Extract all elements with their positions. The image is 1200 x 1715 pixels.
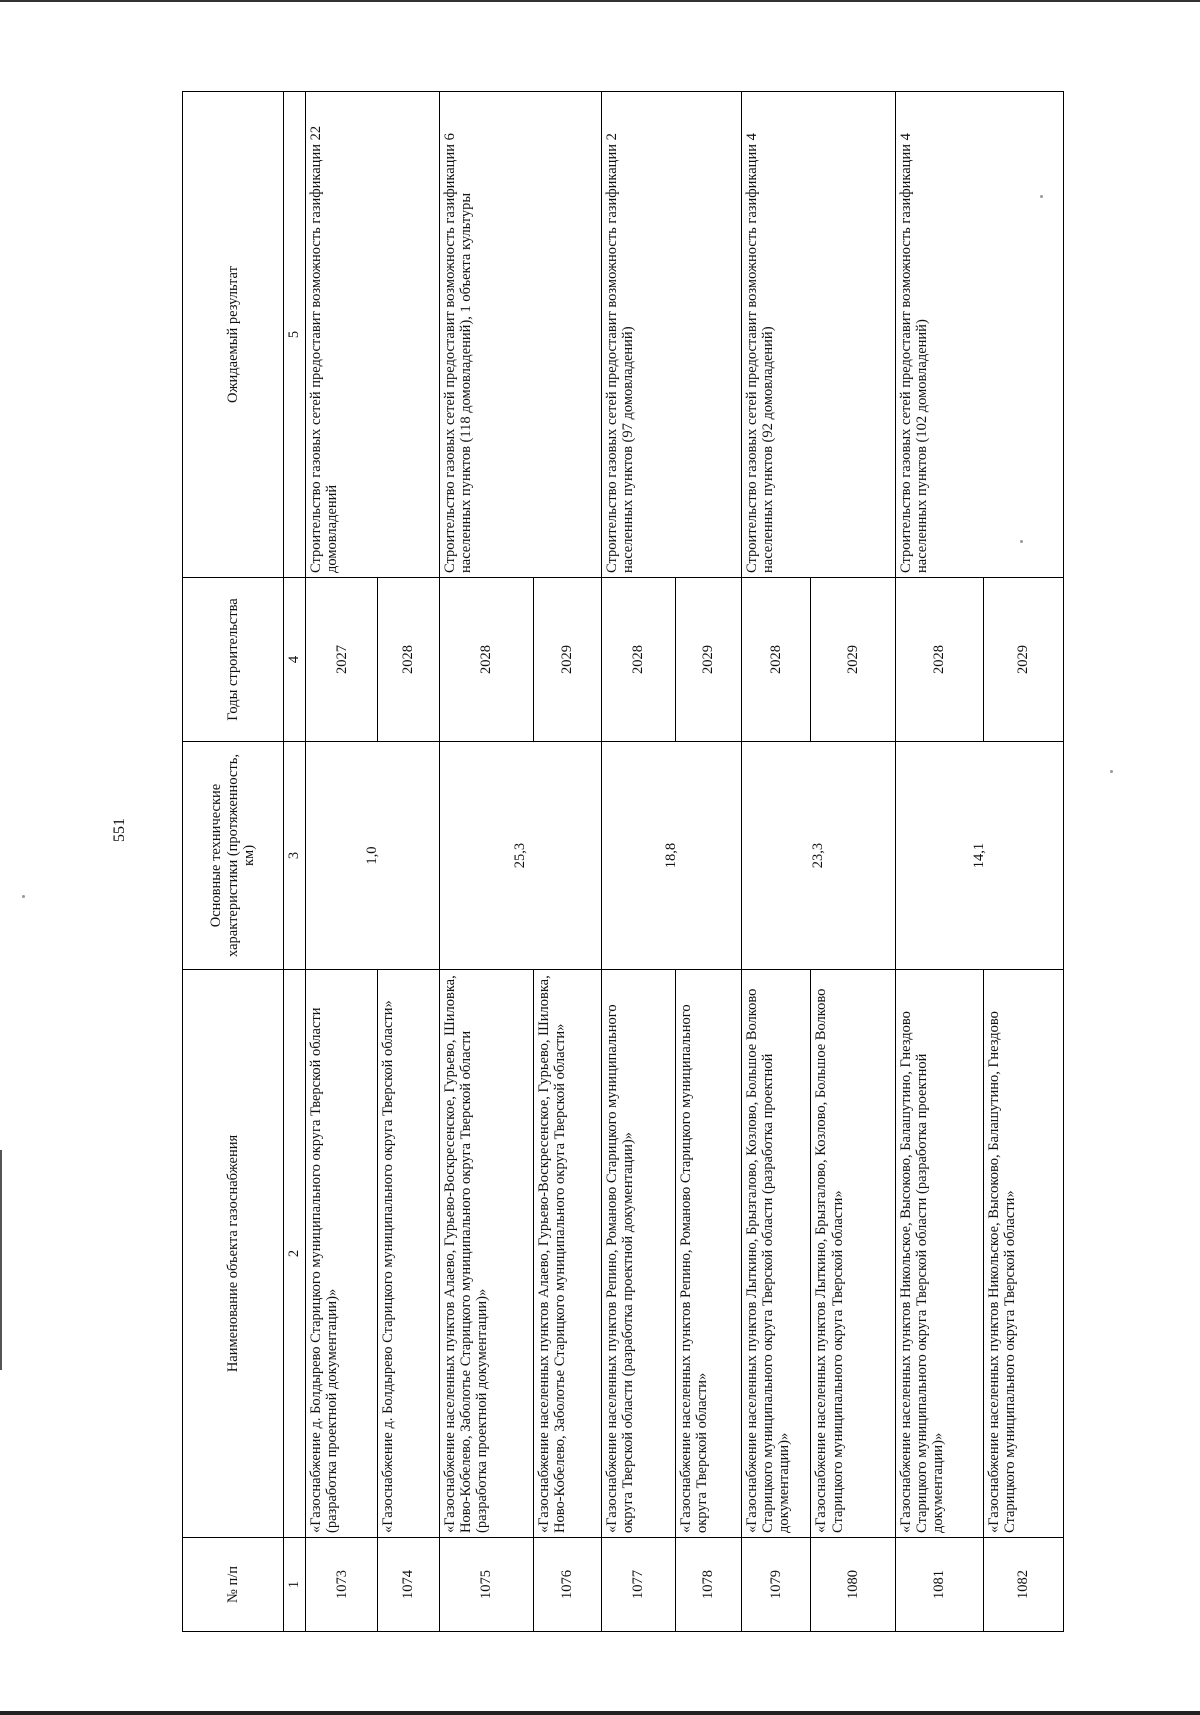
year-cell: 2029 — [811, 578, 895, 742]
year-cell: 2029 — [534, 578, 602, 742]
object-name: «Газоснабжение населенных пунктов Никольское, Высоково, Балашутино, Гнездово Старицкого муниципального округа Тверской области (разработка проектной документации)» — [895, 970, 983, 1538]
object-name: «Газоснабжение д. Болдырево Старицкого муниципального округа Тверской области (разработка проектной документации)» — [306, 970, 378, 1538]
index-cell: 5 — [283, 92, 306, 578]
row-number: 1076 — [534, 1538, 602, 1632]
object-name: «Газоснабжение населенных пунктов Лыткино, Брызгалово, Козлово, Большое Волково Старицкого муниципального округа Тверской области» — [811, 970, 895, 1538]
index-cell: 2 — [283, 970, 306, 1538]
table-row — [439, 92, 533, 1632]
header-row — [183, 92, 284, 1632]
header-years: Годы строительства — [183, 578, 284, 742]
index-cell: 1 — [283, 1538, 306, 1632]
object-name: «Газоснабжение населенных пунктов Лыткино, Брызгалово, Козлово, Большое Волково Старицкого муниципального округа Тверской области (разработка проектной документации)» — [741, 970, 811, 1538]
scan-edge-top — [0, 0, 1200, 2]
row-number: 1080 — [811, 1538, 895, 1632]
table-row — [895, 92, 983, 1632]
year-cell: 2027 — [306, 578, 378, 742]
object-name: «Газоснабжение населенных пунктов Алаево, Гурьево-Воскресенское, Гурьево, Шиловка, Ново-Кобелево, Заболотье Старицкого муниципального округа Тверской области» — [534, 970, 602, 1538]
result-cell: Строительство газовых сетей предоставит возможность газификации 6 населенных пунктов (118 домовладений), 1 объекта культуры — [439, 92, 601, 578]
length-cell: 18,8 — [601, 742, 741, 970]
scan-speck — [1110, 770, 1113, 773]
table-row — [306, 92, 378, 1632]
row-number: 1078 — [675, 1538, 741, 1632]
object-name: «Газоснабжение населенных пунктов Репино, Романово Старицкого муниципального округа Тверской области (разработка проектной документации)» — [601, 970, 675, 1538]
row-number: 1077 — [601, 1538, 675, 1632]
length-cell: 14,1 — [895, 742, 1063, 970]
row-number: 1079 — [741, 1538, 811, 1632]
header-result: Ожидаемый результат — [183, 92, 284, 578]
year-cell: 2029 — [675, 578, 741, 742]
header-num: № п/п — [183, 1538, 284, 1632]
scan-edge-bottom — [0, 1711, 1200, 1715]
row-number: 1073 — [306, 1538, 378, 1632]
result-cell: Строительство газовых сетей предоставит возможность газификации 2 населенных пунктов (97 домовладений) — [601, 92, 741, 578]
result-cell: Строительство газовых сетей предоставит возможность газификации 4 населенных пунктов (92 домовладений) — [741, 92, 895, 578]
rotated-table-wrapper — [182, 92, 1064, 1632]
object-name: «Газоснабжение населенных пунктов Алаево, Гурьево-Воскресенское, Гурьево, Шиловка, Ново-Кобелево, Заболотье Старицкого муниципального округа Тверской области (разработка проектной документации)» — [439, 970, 533, 1538]
row-number: 1075 — [439, 1538, 533, 1632]
row-number: 1082 — [983, 1538, 1063, 1632]
year-cell: 2028 — [741, 578, 811, 742]
row-number: 1074 — [378, 1538, 440, 1632]
scan-speck — [1040, 195, 1043, 198]
page-number: 551 — [111, 818, 128, 842]
object-name: «Газоснабжение д. Болдырево Старицкого муниципального округа Тверской области» — [378, 970, 440, 1538]
length-cell: 25,3 — [439, 742, 601, 970]
index-cell: 3 — [283, 742, 306, 970]
year-cell: 2028 — [378, 578, 440, 742]
column-index-row — [283, 92, 306, 1632]
index-cell: 4 — [283, 578, 306, 742]
year-cell: 2028 — [895, 578, 983, 742]
object-name: «Газоснабжение населенных пунктов Репино, Романово Старицкого муниципального округа Тверской области» — [675, 970, 741, 1538]
gasification-table — [182, 91, 1064, 1632]
table-row — [741, 92, 811, 1632]
result-cell: Строительство газовых сетей предоставит возможность газификации 22 домовладений — [306, 92, 439, 578]
scan-speck — [22, 895, 25, 898]
header-length: Основные технические характеристики (протяженность, км) — [183, 742, 284, 970]
year-cell: 2029 — [983, 578, 1063, 742]
length-cell: 23,3 — [741, 742, 895, 970]
year-cell: 2028 — [439, 578, 533, 742]
table-row — [601, 92, 675, 1632]
scan-speck — [1020, 540, 1023, 543]
scan-edge-left — [0, 1150, 2, 1370]
result-cell: Строительство газовых сетей предоставит возможность газификации 4 населенных пунктов (102 домовладений) — [895, 92, 1063, 578]
object-name: «Газоснабжение населенных пунктов Никольское, Высоково, Балашутино, Гнездово Старицкого муниципального округа Тверской области» — [983, 970, 1063, 1538]
row-number: 1081 — [895, 1538, 983, 1632]
header-name: Наименование объекта газоснабжения — [183, 970, 284, 1538]
length-cell: 1,0 — [306, 742, 439, 970]
year-cell: 2028 — [601, 578, 675, 742]
